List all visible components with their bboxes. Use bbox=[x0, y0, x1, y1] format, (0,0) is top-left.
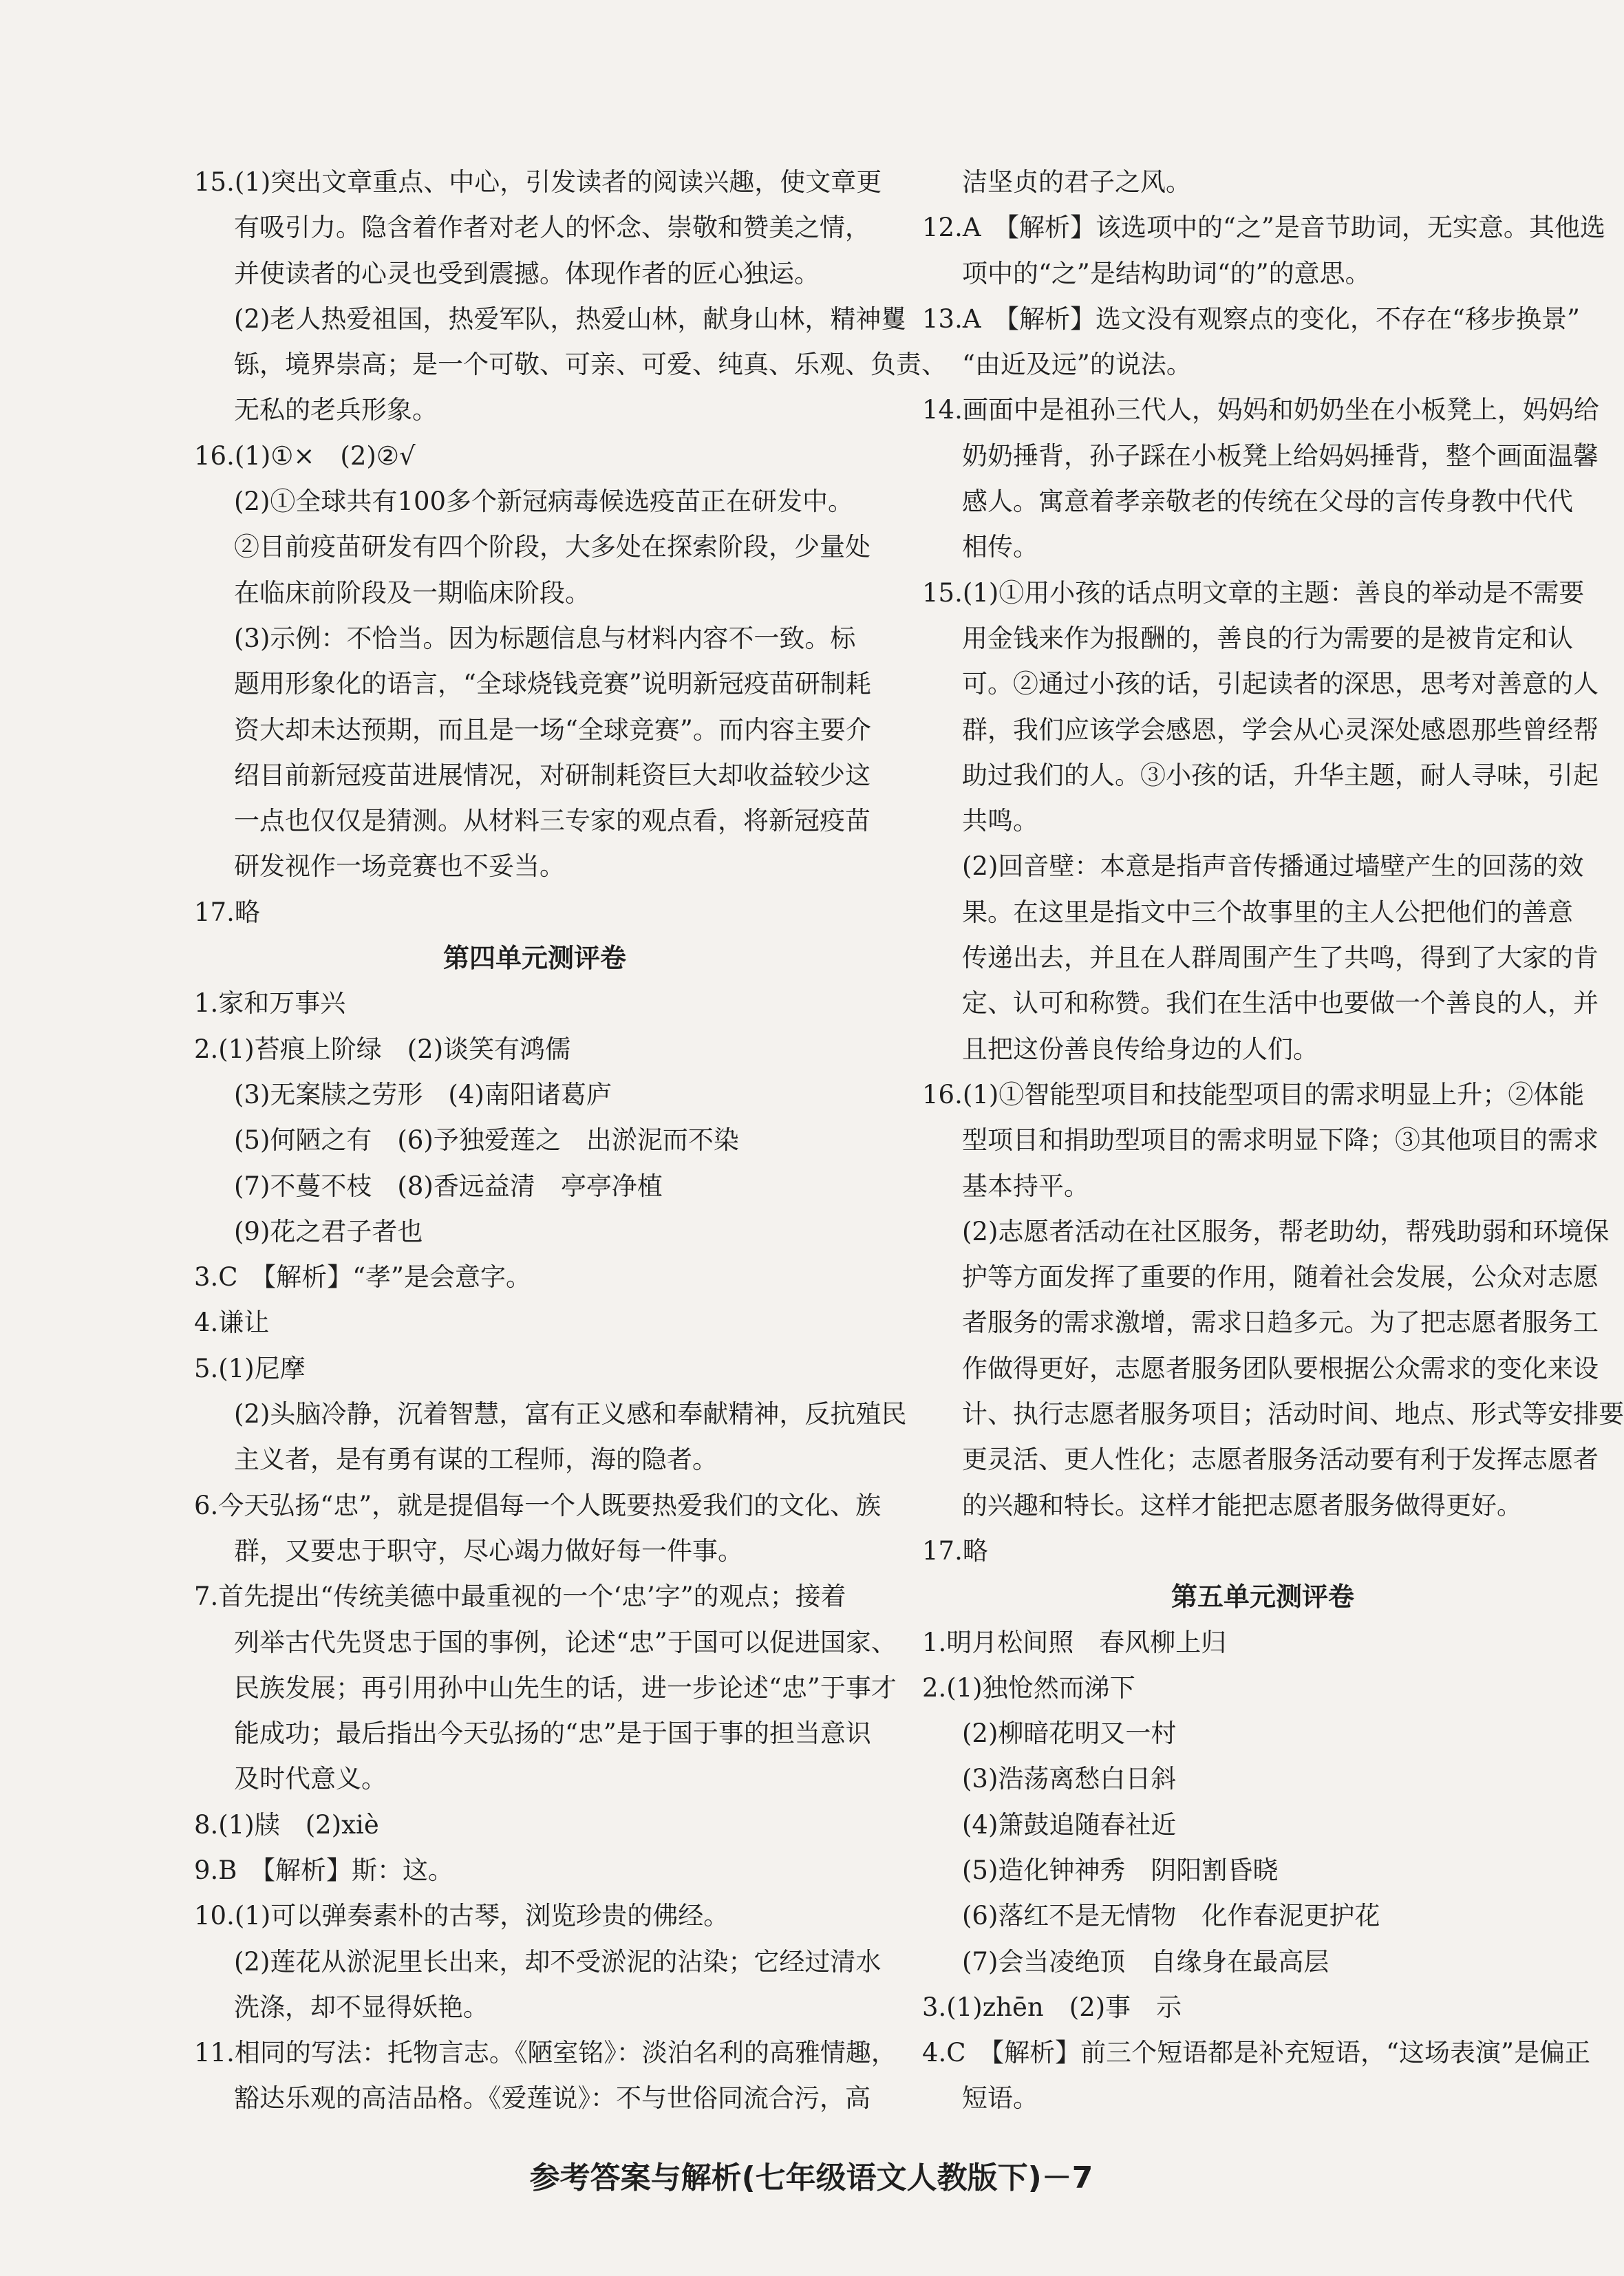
answer-line: 护等方面发挥了重要的作用，随着社会发展，公众对志愿 bbox=[962, 1262, 1599, 1293]
answer-line: 用金钱来作为报酬的，善良的行为需要的是被肯定和认 bbox=[962, 623, 1573, 653]
answer-line: 并使读者的心灵也受到震撼。体现作者的匠心独运。 bbox=[234, 258, 820, 288]
answer-line: (7)不蔓不枝 (8)香远益清 亭亭净植 bbox=[234, 1171, 663, 1201]
answer-line: 助过我们的人。③小孩的话，升华主题，耐人寻味，引起 bbox=[962, 760, 1599, 790]
answer-line: 4.谦让 bbox=[194, 1308, 270, 1338]
answer-line: (6)落红不是无情物 化作春泥更护花 bbox=[962, 1901, 1380, 1931]
answer-line: 4.C 【解析】前三个短语都是补充短语，“这场表演”是偏正 bbox=[922, 2038, 1590, 2068]
answer-line: 16.(1)①智能型项目和技能型项目的需求明显上升；②体能 bbox=[922, 1079, 1585, 1109]
answer-line: (3)无案牍之劳形 (4)南阳诸葛庐 bbox=[234, 1079, 612, 1109]
answer-line: 15.(1)①用小孩的话点明文章的主题：善良的举动是不需要 bbox=[922, 577, 1585, 608]
answer-line: 及时代意义。 bbox=[234, 1764, 387, 1794]
answer-line: (7)会当凌绝顶 自缘身在最高层 bbox=[962, 1946, 1329, 1977]
left-column bbox=[194, 160, 947, 2122]
answer-line: 型项目和捐助型项目的需求明显下降；③其他项目的需求 bbox=[962, 1125, 1599, 1156]
answer-line: 9.B 【解析】斯：这。 bbox=[194, 1855, 453, 1885]
answer-line: 果。在这里是指文中三个故事里的主人公把他们的善意 bbox=[962, 897, 1573, 927]
answer-line: 在临床前阶段及一期临床阶段。 bbox=[234, 577, 590, 608]
answer-line: (3)浩荡离愁白日斜 bbox=[962, 1764, 1177, 1794]
answer-line: (2)志愿者活动在社区服务，帮老助幼，帮残助弱和环境保 bbox=[962, 1216, 1610, 1246]
page-footer: 参考答案与解析(七年级语文人教版下)－7 bbox=[529, 2160, 1093, 2195]
answer-line: 2.(1)苔痕上阶绿 (2)谈笑有鸿儒 bbox=[194, 1034, 571, 1064]
answer-line: 作做得更好，志愿者服务团队要根据公众需求的变化来设 bbox=[962, 1353, 1599, 1383]
answer-line: 相传。 bbox=[962, 532, 1038, 562]
answer-line: 题用形象化的语言，“全球烧钱竞赛”说明新冠疫苗研制耗 bbox=[234, 669, 871, 699]
answer-line: 1.明月松间照 春风柳上归 bbox=[922, 1627, 1227, 1657]
answer-line: 3.(1)zhēn (2)事 示 bbox=[922, 1992, 1182, 2022]
answer-line: 13.A 【解析】选文没有观察点的变化，不存在“移步换景” bbox=[922, 304, 1580, 334]
answer-line: (4)箫鼓追随春社近 bbox=[962, 1809, 1177, 1840]
answer-line: (5)何陋之有 (6)予独爱莲之 出淤泥而不染 bbox=[234, 1125, 739, 1156]
answer-line: 定、认可和称赞。我们在生活中也要做一个善良的人，并 bbox=[962, 988, 1599, 1019]
answer-line: 短语。 bbox=[962, 2083, 1038, 2114]
answer-line: 一点也仅仅是猜测。从材料三专家的观点看，将新冠疫苗 bbox=[234, 806, 870, 836]
answer-line: 17.略 bbox=[194, 897, 260, 927]
answer-line: 洗涤，却不显得妖艳。 bbox=[234, 1992, 489, 2022]
answer-line: 感人。寓意着孝亲敬老的传统在父母的言传身教中代代 bbox=[962, 487, 1573, 517]
answer-line: 基本持平。 bbox=[962, 1171, 1089, 1201]
answer-line: 6.今天弘扬“忠”，就是提倡每一个人既要热爱我们的文化、族 bbox=[194, 1490, 882, 1520]
section-heading: 第四单元测评卷 bbox=[442, 943, 626, 974]
answer-line: 主义者，是有勇有谋的工程师，海的隐者。 bbox=[234, 1445, 718, 1475]
answer-line: 5.(1)尼摩 bbox=[194, 1353, 306, 1383]
answer-line: 3.C 【解析】“孝”是会意字。 bbox=[194, 1262, 531, 1293]
answer-line: 有吸引力。隐含着作者对老人的怀念、崇敬和赞美之情， bbox=[234, 213, 870, 243]
answer-line: (3)示例：不恰当。因为标题信息与材料内容不一致。标 bbox=[234, 623, 856, 653]
answer-line: ②目前疫苗研发有四个阶段，大多处在探索阶段，少量处 bbox=[234, 532, 870, 562]
answer-line: 研发视作一场竞赛也不妥当。 bbox=[234, 851, 565, 882]
answer-line: 传递出去，并且在人群周围产生了共鸣，得到了大家的肯 bbox=[962, 943, 1599, 973]
answer-line: (2)老人热爱祖国，热爱军队，热爱山林，献身山林，精神矍 bbox=[234, 304, 907, 334]
answer-line: (2)头脑冷静，沉着智慧，富有正义感和奉献精神，反抗殖民 bbox=[234, 1399, 907, 1429]
section-heading: 第五单元测评卷 bbox=[1171, 1582, 1354, 1613]
answer-line: 1.家和万事兴 bbox=[194, 988, 346, 1019]
answer-line: 更灵活、更人性化；志愿者服务活动要有利于发挥志愿者 bbox=[962, 1445, 1599, 1475]
answer-line: 洁坚贞的君子之风。 bbox=[962, 167, 1191, 197]
answer-line: 绍目前新冠疫苗进展情况，对研制耗资巨大却收益较少这 bbox=[234, 760, 870, 790]
answer-line: (5)造化钟神秀 阴阳割昏晓 bbox=[962, 1855, 1279, 1885]
answer-line: 群，我们应该学会感恩，学会从心灵深处感恩那些曾经帮 bbox=[962, 714, 1599, 745]
answer-line: 奶奶捶背，孙子踩在小板凳上给妈妈捶背，整个画面温馨 bbox=[962, 440, 1599, 471]
answer-line: (2)柳暗花明又一村 bbox=[962, 1719, 1177, 1749]
answer-line: 豁达乐观的高洁品格。《爱莲说》：不与世俗同流合污，高 bbox=[234, 2083, 870, 2114]
answer-line: 项中的“之”是结构助词“的”的意思。 bbox=[962, 258, 1371, 288]
answer-line: 者服务的需求激增，需求日趋多元。为了把志愿者服务工 bbox=[962, 1308, 1599, 1338]
answer-line: (2)①全球共有100多个新冠病毒候选疫苗正在研发中。 bbox=[234, 487, 854, 517]
answer-line: 铄，境界崇高；是一个可敬、可亲、可爱、纯真、乐观、负责、 bbox=[234, 350, 947, 380]
answer-line: 14.画面中是祖孙三代人，妈妈和奶奶坐在小板凳上，妈妈给 bbox=[922, 395, 1599, 425]
answer-line: 资大却未达预期，而且是一场“全球竞赛”。而内容主要介 bbox=[234, 714, 871, 745]
answer-line: 共鸣。 bbox=[962, 806, 1038, 836]
answer-line: 列举古代先贤忠于国的事例，论述“忠”于国可以促进国家、 bbox=[234, 1627, 897, 1657]
answer-line: 8.(1)牍 (2)xiè bbox=[194, 1809, 379, 1840]
answer-line: 16.(1)①× (2)②√ bbox=[194, 440, 416, 471]
answer-line: (2)莲花从淤泥里长出来，却不受淤泥的沾染；它经过清水 bbox=[234, 1946, 882, 1977]
right-column bbox=[922, 160, 1624, 2122]
answer-line: 民族发展；再引用孙中山先生的话，进一步论述“忠”于事才 bbox=[234, 1672, 897, 1703]
answer-line: 11.相同的写法：托物言志。《陋室铭》：淡泊名利的高雅情趣， bbox=[194, 2038, 897, 2068]
answer-line: “由近及远”的说法。 bbox=[962, 350, 1192, 380]
answer-line: 计、执行志愿者服务项目；活动时间、地点、形式等安排要 bbox=[962, 1399, 1624, 1429]
answer-line: 能成功；最后指出今天弘扬的“忠”是于国于事的担当意识 bbox=[234, 1719, 871, 1749]
answer-line: 且把这份善良传给身边的人们。 bbox=[962, 1034, 1318, 1064]
answer-line: 17.略 bbox=[922, 1535, 988, 1566]
answer-line: (2)回音壁：本意是指声音传播通过墙壁产生的回荡的效 bbox=[962, 851, 1584, 882]
answer-line: (9)花之君子者也 bbox=[234, 1216, 423, 1246]
answer-line: 无私的老兵形象。 bbox=[234, 395, 438, 425]
answer-line: 7.首先提出“传统美德中最重视的一个‘忠’字”的观点；接着 bbox=[194, 1582, 846, 1612]
answer-line: 可。②通过小孩的话，引起读者的深思，思考对善意的人 bbox=[962, 669, 1599, 699]
answer-line: 12.A 【解析】该选项中的“之”是音节助词，无实意。其他选 bbox=[922, 213, 1605, 243]
answer-line: 的兴趣和特长。这样才能把志愿者服务做得更好。 bbox=[962, 1490, 1522, 1520]
answer-line: 15.(1)突出文章重点、中心，引发读者的阅读兴趣，使文章更 bbox=[194, 167, 882, 197]
answer-line: 2.(1)独怆然而涕下 bbox=[922, 1672, 1135, 1703]
answer-line: 群，又要忠于职守，尽心竭力做好每一件事。 bbox=[234, 1535, 743, 1566]
answer-line: 10.(1)可以弹奏素朴的古琴，浏览珍贵的佛经。 bbox=[194, 1901, 729, 1931]
